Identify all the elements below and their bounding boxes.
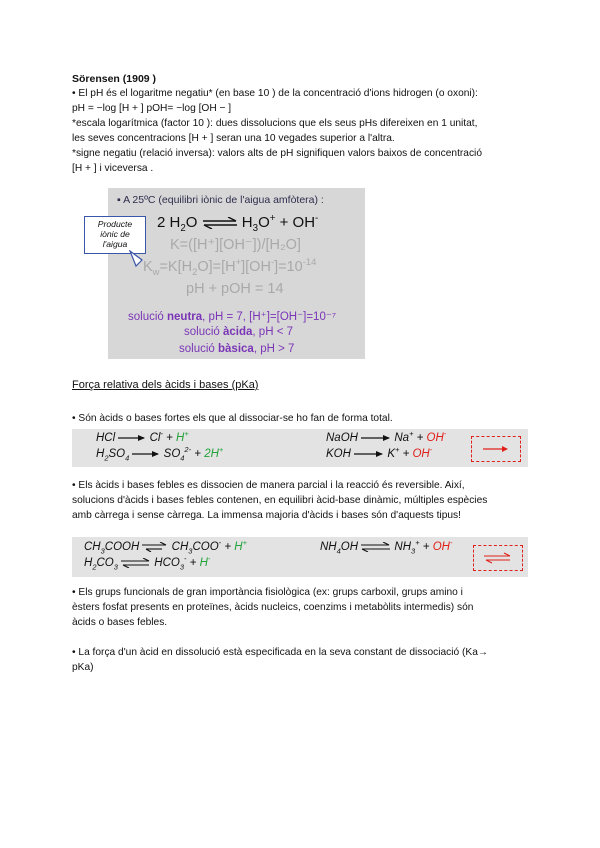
- ph-sum: pH + pOH = 14: [186, 281, 284, 297]
- koh-reaction: KOH K+ + OH-: [326, 445, 433, 460]
- strength-text-line-1: • La força d'un àcid en dissolució està especificada en la seva constant de dissociació (Ka→: [72, 647, 489, 658]
- h2so4-reaction: $H_2SO_4$ $SO_4^{2-} + 2H^+$: [96, 445, 224, 463]
- right-arrow-icon: [354, 450, 384, 458]
- ammonium-hydroxide-reaction: $NH_4OH$ $NH_3^+ + OH^-$: [320, 538, 453, 556]
- water-ionization-equation: 2 $H_2O$ $H_3O^+ + OH^-$: [157, 213, 319, 234]
- carbonic-acid-reaction: $H_2CO_3$ $HCO_3^- + H^-$: [84, 554, 211, 572]
- equilibrium-arrow-icon: [361, 542, 391, 552]
- functional-text-line-3: àcids o bases febles.: [72, 617, 168, 628]
- intro-line-4: les seves concentracions [H + ] seran una 10 vegades superior a l'altra.: [72, 133, 395, 144]
- ionic-product-callout: Producte iònic de l'aigua: [84, 216, 146, 254]
- intro-line-6: [H + ] i viceversa .: [72, 163, 154, 174]
- weak-text-line-2: solucions d'àcids i bases febles contenen, en equilibri àcid-base dinàmic, múltiples espècies: [72, 495, 488, 506]
- weak-text-line-3: amb càrrega i sense càrrega. La immensa majoria d'àcids i bases són d'aquests tipus!: [72, 510, 461, 521]
- reversible-arrow-box: [473, 545, 523, 571]
- equilibrium-arrow-icon: [202, 217, 238, 229]
- page-heading: Sörensen (1909 ): [72, 73, 157, 85]
- intro-line-5: *signe negatiu (relació inversa): valors alts de pH signifiquen valors baixos de concentració: [72, 148, 482, 159]
- equilibrium-arrow-icon: [484, 552, 512, 564]
- equilibrium-arrow-icon: [121, 558, 151, 568]
- functional-text-line-2: èsters fosfat presents en proteïnes, àcids nucleics, coenzims i metabòlits intermedis) són: [72, 602, 474, 613]
- equilibrium-arrow-icon: [142, 542, 168, 552]
- neutral-solution: solució neutra, pH = 7, [H⁺]=[OH⁻]=10⁻⁷: [128, 311, 337, 323]
- acetic-acid-reaction: $CH_3COOH$ $CH_3COO^- + H^+$: [84, 538, 247, 556]
- right-arrow-icon: [483, 445, 509, 453]
- acid-solution: solució àcida, pH < 7: [184, 326, 294, 338]
- kw-expression: $K_w=K[H_2O]=[H^+][OH^-]=10^{-14}$: [143, 256, 317, 277]
- weak-text-line-1: • Els àcids i bases febles es dissocien de manera parcial i la reacció és reversible. Així,: [72, 480, 465, 491]
- basic-solution: solució bàsica, pH > 7: [179, 343, 295, 355]
- intro-line-1: • El pH és el logaritme negatiu* (en base 10 ) de la concentració d'ions hidrogen (o oxoni):: [72, 88, 478, 99]
- right-arrow-icon: [118, 434, 146, 442]
- strong-acids-text: • Són àcids o bases fortes els que al dissociar-se ho fan de forma total.: [72, 413, 393, 424]
- right-arrow-icon: [361, 434, 391, 442]
- hcl-reaction: HCl Cl- + H+: [96, 429, 189, 444]
- right-arrow-icon: [132, 450, 160, 458]
- naoh-reaction: NaOH Na+ + OH-: [326, 429, 447, 444]
- strength-text-line-2: pKa): [72, 662, 94, 673]
- ionic-panel-header: ▪ A 25ºC (equilibri iònic de l'aigua amfòtera) :: [117, 194, 324, 206]
- intro-line-3: *escala logarítmica (factor 10 ): dues dissolucions que els seus pHs difereixen en 1 unitat,: [72, 118, 478, 129]
- intro-line-2: pH = −log [H + ] pOH= −log [OH − ]: [72, 103, 232, 114]
- irreversible-arrow-box: [471, 436, 521, 462]
- equilibrium-constant: K=([H⁺][OH⁻])/[H₂O]: [170, 237, 301, 253]
- section-title: Força relativa dels àcids i bases (pKa): [72, 379, 259, 391]
- callout-pointer-icon: [128, 250, 162, 270]
- functional-text-line-1: • Els grups funcionals de gran importància fisiològica (ex: grups carboxil, grups amino i: [72, 587, 463, 598]
